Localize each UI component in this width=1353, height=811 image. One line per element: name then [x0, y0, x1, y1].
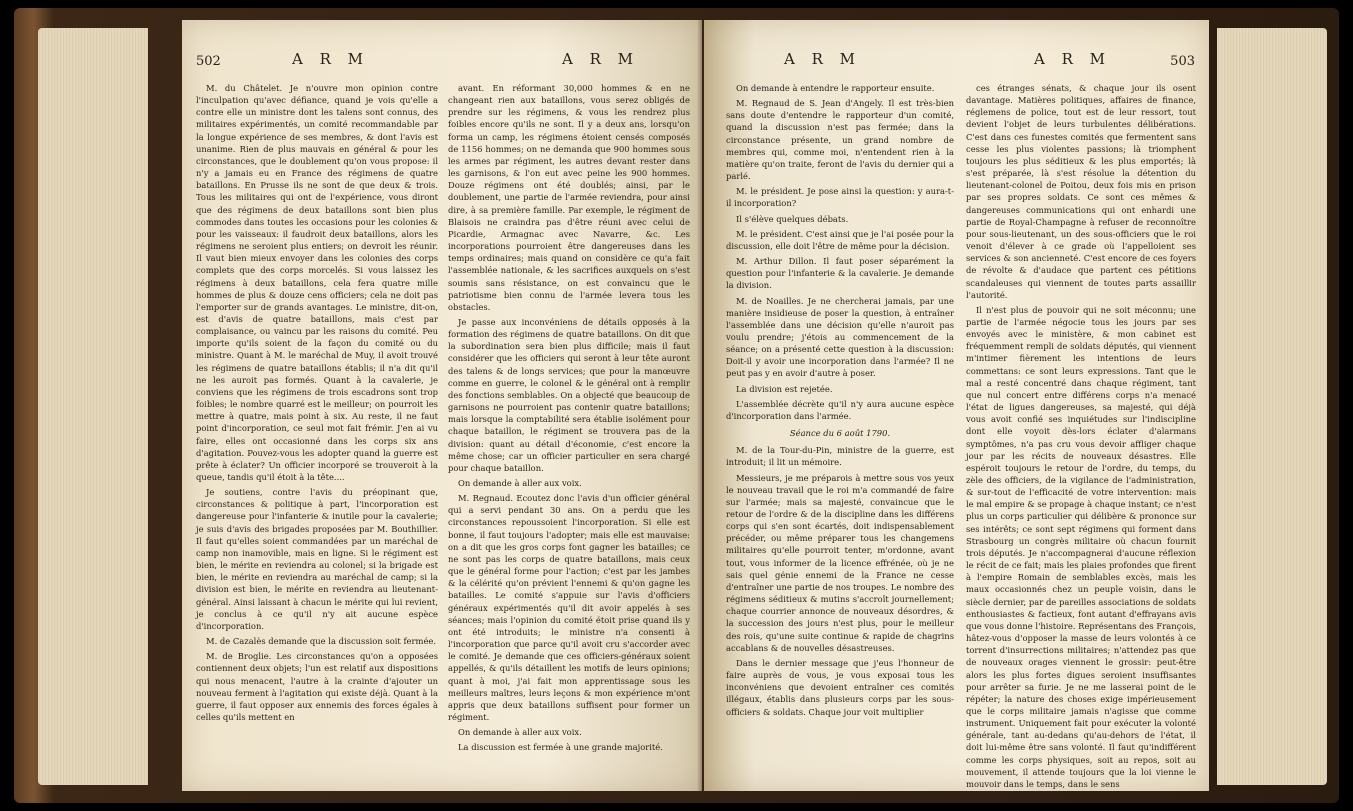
paragraph: On demande à entendre le rapporteur ensuite.	[736, 83, 935, 93]
running-head-2: A R M	[1034, 50, 1112, 68]
paragraph: M. de la Tour-du-Pin, ministre de la guerre, est introduit; il lit un mémoire.	[726, 445, 954, 468]
paragraph: M. de Noailles. Je ne chercherai jamais, par une manière insidieuse de poser la question, à entraîner l'assemblée dans une décision qu'elle n'auroit pas voulu prendre; j'étois au commencement de la séance; on a présenté cette question à la discussion: Doit-il y avoir une incorporation dans l'armée? Il ne peut pas y en avoir d'autre à poser.	[726, 295, 954, 379]
paragraph: Il n'est plus de pouvoir qui ne soit méconnu; une partie de l'armée négocie tous les jours par ses envoyés avec le ministère, & mon cabinet est fréquemment rempli de soldats députés, qui viennent m'intimer fièrement les intentions de leurs commettans: ce sont leurs expressions. Tant que le mal a resté concentré dans chaque régiment, tant que nul concert entre différens corps n'a menacé l'état de ligues dangereuses, sa majesté, qui déjà vous avoit confié ses inquiétudes sur l'indiscipline dont elle voyoit dès-lors éclater d'alarmans symptômes, n'a pas cru vous devoir affliger chaque jour par les récits de nouveaux désastres. Elle espéroit toujours le retour de l'ordre, du temps, du zèle des officiers, de la vigilance de l'administration, & sur-tout de l'efficacité de votre intervention: mais le mal empire & se propage à chaque instant; ce n'est plus un corps particulier qui délibère & prononce sur ses intérêts; ce sont sept régimens qui forment dans Strasbourg un congrès militaire où chacun fournit trois députés. Je n'accompagnerai d'aucune réflexion le récit de ce fait; mais les plaies profondes que firent à l'empire Romain de semblables excès, mais les maux occasionnés chez un peuple voisin, dans le siècle dernier, par de pareilles associations de soldats enthousiastes & factieux, font autant d'effrayans avis que vous donne l'histoire. Représentans des François, hâtez-vous d'opposer la masse de leurs volontés à ce torrent d'insurrections militaires; n'attendez pas que de nouveaux orages viennent le grossir: peut-être alors les plus fortes digues seroient insuffisantes pour arrêter sa furie. Je ne me lasserai point de le répéter; la nature des choses exige impérieusement que le corps militaire jamais n'agisse que comme instrument. Uniquement fait pour exécuter la volonté générale, tant au-dedans qu'au-dehors de l'état, il doit lui-même être sans volonté. Il faut qu'indifférent comme les corps physiques, soit au repos, soit au mouvement, il attende toujours que la loi vienne le mouvoir dans le temps, dans le sens	[966, 304, 1196, 789]
paragraph: Messieurs, je me préparois à mettre sous vos yeux le nouveau travail que le roi m'a commandé de faire sur l'armée; mais sa majesté, convaincue que le retour de l'ordre & de la discipline dans les différens corps qui s'en sont écartés, doit indispensablement précéder, ou même préparer tous les changemens militaires qu'elle pourroit tenter, m'ordonne, avant tout, vous informer de la licence effrénée, où je ne sais quel génie ennemi de la France ne cesse d'entraîner une partie de nos troupes. Le nombre des régimens séditieux & mutins s'accroît journellement; chaque courrier annonce de nouveaux désordres, & la succession des jours n'est plus, pour le meilleur des rois, qu'une suite continue & rapide de chagrins accablans & de nouvelles désastreuses.	[726, 472, 954, 653]
paragraph: Je soutiens, contre l'avis du préopinant que, circonstances & politique à part, l'incorporation est dangereuse pour l'infanterie & inutile pour la cavalerie; je suis d'avis des brigades proposées par M. Bouthillier. Il faut qu'elles soient commandées par un maréchal de camp non inamovible, mais en ligne. Si le régiment est bien, le mérite en reviendra au colonel; si la brigade est bien, le mérite en reviendra au maréchal de camp; si la division est bien, le mérite en reviendra au lieutenant-général. Ainsi laissant à chacun le mérite qui lui revient, je conclus à ce qu'il n'y ait aucune espèce d'incorporation.	[196, 487, 438, 631]
paragraph: Il s'élève quelques débats.	[736, 213, 849, 224]
paragraph: Je passe aux inconvéniens de détails opposés à la formation des régimens de quatre bataillons. On dit que la subordination sera bien plus difficile; mais il faut considérer que les officiers qui seront à leur tête auront des talens & de longs services; que pour la manœuvre comme en guerre, le colonel & le général ont à remplir des fonctions semblables. On a objecté que beaucoup de garnisons ne pourroient pas contenir quatre bataillons; mais lorsque la comptabilité sera établie isolément pour chaque bataillon, le régiment se trouvera pas de la division: quant au détail d'économie, c'est encore la même chose; car un officier particulier en sera chargé pour chaque bataillon.	[448, 316, 690, 473]
session-heading: Séance du 6 août 1790.	[789, 428, 891, 439]
paragraph: M. le président. Je pose ainsi la question: y aura-t-il incorporation?	[726, 186, 954, 209]
running-head: A R M	[784, 50, 862, 68]
paragraph: M. Regnaud de S. Jean d'Angely. Il est très-bien sans doute d'entendre le rapporteur d'un comité, quand la discussion n'est pas fermée; dans la circonstance présente, un grand nombre de membres qui, comme moi, n'entendent rien à la matière qu'on traite, feront de l'avis du dernier qui a parlé.	[726, 98, 954, 182]
text-column-1	[726, 82, 954, 721]
text-column-1	[196, 82, 438, 726]
book-spread	[14, 8, 1339, 803]
paragraph: M. de Cazalès demande que la discussion soit fermée.	[206, 636, 437, 647]
left-page	[182, 20, 702, 791]
paragraph: M. Arthur Dillon. Il faut poser séparément la question pour l'infanterie & la cavalerie. Je demande la division.	[726, 256, 954, 291]
text-column-2	[448, 82, 690, 756]
paragraph: La division est rejetée.	[736, 383, 833, 394]
paragraph: Dans le dernier message que j'eus l'honneur de faire auprès de vous, je vous exposai tous les inconvéniens que devoient entraîner ces comités illégaux, établis dans plusieurs corps par les sous-officiers & soldats. Chaque jour voit multiplier	[726, 657, 954, 717]
running-head-2: A R M	[562, 50, 640, 68]
paragraph: M. Regnaud. Ecoutez donc l'avis d'un officier général qui a servi pendant 30 ans. On a perdu que les circonstances repoussoient l'incorporation. Si elle est bonne, il faut toujours l'adopter; mais elle est mauvaise: on a dit que les gros corps font gagner les batailles; ce ne sont pas les corps de quatre bataillons, mais ceux que le général forme pour l'action; c'est par les jambes & la célérité qu'on prévient l'ennemi & qu'on gagne les batailles. Le comité s'appuie sur l'avis d'officiers généraux expérimentés qu'il dit avoir appelés à ses séances; mais l'opinion du comité étoit prise quand ils y ont été introduits; le ministre n'a consenti à l'incorporation que parce qu'il avoit cru s'accorder avec le comité. Je demande que ces officiers-généraux soient appellés, & qu'ils détaillent les motifs de leurs opinions; quant à moi, j'ai fait mon apprentissage sous les meilleurs maîtres, leurs leçons & mon expérience m'ont appris que deux bataillons suffisent pour former un régiment.	[448, 493, 690, 722]
paragraph: M. du Châtelet. Je n'ouvre mon opinion contre l'inculpation qu'avec défiance, quand je vois qu'elle a contre elle un ministre dont les talens sont connus, des militaires expérimentés, un comité recommandable par la longue expérience de ses membres, & dont l'avis est unanime. Rien de plus mauvais en général & pour les circonstances, que le doublement qu'on vous propose: il n'y a jamais eu en France des régimens de quatre bataillons. En Prusse ils ne sont de que deux & trois. Tous les militaires qui ont de l'expérience, vous diront que des régimens de deux bataillons sont bien plus commodes dans toutes les occasions pour les colonies & pour les vaisseaux: il faudroit deux bataillons, alors les régimens ne seroient plus entiers; on devroit les réunir. Il vaut bien mieux envoyer dans les colonies des corps complets que des corps morcelés. Si vous laissez les régimens à deux bataillons, cela fera quatre mille hommes de plus & douze cens officiers; cela ne doit pas l'emporter sur de grands avantages. Le ministre, dit-on, est d'avis de quatre bataillons, mais c'est par complaisance, ou vaincu par les raisons du comité. Peu importe qu'ils soient de la façon du comité ou du ministre. Quant à M. le maréchal de Muy, il avoit trouvé les régimens de quatre bataillons établis; il n'a dit qu'il ne les auroit pas formés. Quant à la cavalerie, je conviens que les régimens de trois escadrons sont trop foibles; le nombre quarré est le meilleur; on pourroit les mettre à quatre, mais point à six. Au reste, il ne faut point d'incorporation, ce seul mot fait frémir. J'en ai vu faire, elles ont occasionné dans les corps six ans d'agitation. Pouvez-vous les adopter quand la guerre est prête à éclater? Un officier incorporé se trouveroit à la queue, tandis qu'il étoit à la tête....	[196, 83, 438, 482]
paragraph: ces étranges sénats, & chaque jour ils osent davantage. Matières politiques, affaires de finance, réglemens de police, tout est de leur ressort, tout devient l'objet de leurs turbulentes délibérations. C'est dans ces funestes comités que fermentent sans cesse les plus violentes passions; là triomphent toujours les plus séditieux & les plus emportés; là s'est préparée, là s'est résolue la détention du lieutenant-colonel de Poitou, deux fois mis en prison par ses propres soldats. Ce sont ces mêmes & dangereuses communications qui ont enhardi une partie de Royal-Champagne à refuser de reconnoître pour sous-lieutenant, un des sous-officiers que le roi venoit d'élever à ce grade où l'appelloient ses services & son ancienneté. C'est encore de ces foyers de révolte & d'audace que partent ces pétitions scandaleuses qui viennent de toutes parts assaillir l'autorité.	[966, 83, 1196, 300]
paragraph: L'assemblée décrète qu'il n'y aura aucune espèce d'incorporation dans l'armée.	[726, 398, 954, 421]
paragraph: M. de Broglie. Les circonstances qu'on a opposées contiennent deux objets; l'un est relatif aux dispositions qui nous menacent, l'autre à la crainte d'ajouter un nouveau ferment à l'agitation qui existe déjà. Quant à la guerre, il faut opposer aux ennemis des forces égales à celles qu'ils mettent en	[196, 651, 438, 722]
page-block-edge-right	[1217, 28, 1327, 785]
page-block-edge-left	[38, 28, 148, 785]
right-page	[704, 20, 1209, 791]
paragraph: On demande à aller aux voix.	[458, 478, 582, 488]
paragraph: avant. En réformant 30,000 hommes & en ne changeant rien aux bataillons, vous serez obligés de prendre sur les régimens, & vous les rendrez plus foibles encore qu'ils ne sont. Il y a deux ans, lorsqu'on forma un camp, les régimens étoient censés composés de 1156 hommes; on ne demanda que 900 hommes sous les armes par régiment, les autres devant rester dans les garnisons, & l'on eut avec peine les 900 hommes. Douze régimens ont été doublés; ainsi, par le doublement, une partie de l'armée reviendra, pour ainsi dire, à sa première famille. Par exemple, le régiment de Blaisois ne craindra pas d'être réuni avec celui de Picardie, Armagnac avec Navarre, &c. Les incorporations pourroient être dangereuses dans les temps ordinaires; mais quand on considère ce qu'a fait l'assemblée nationale, & les sacrifices auxquels on s'est soumis sans résistance, on est convaincu que le patriotisme bien connu de l'armée levera tous les obstacles.	[448, 83, 690, 312]
text-column-2	[966, 82, 1196, 791]
paragraph: La discussion est fermée à une grande majorité.	[458, 742, 663, 753]
page-number: 503	[1170, 54, 1195, 69]
paragraph: M. le président. C'est ainsi que je l'ai posée pour la discussion, elle doit l'être de même pour la décision.	[726, 228, 954, 251]
paragraph: On demande à aller aux voix.	[458, 727, 582, 738]
page-number: 502	[196, 54, 221, 69]
running-head: A R M	[292, 50, 370, 68]
